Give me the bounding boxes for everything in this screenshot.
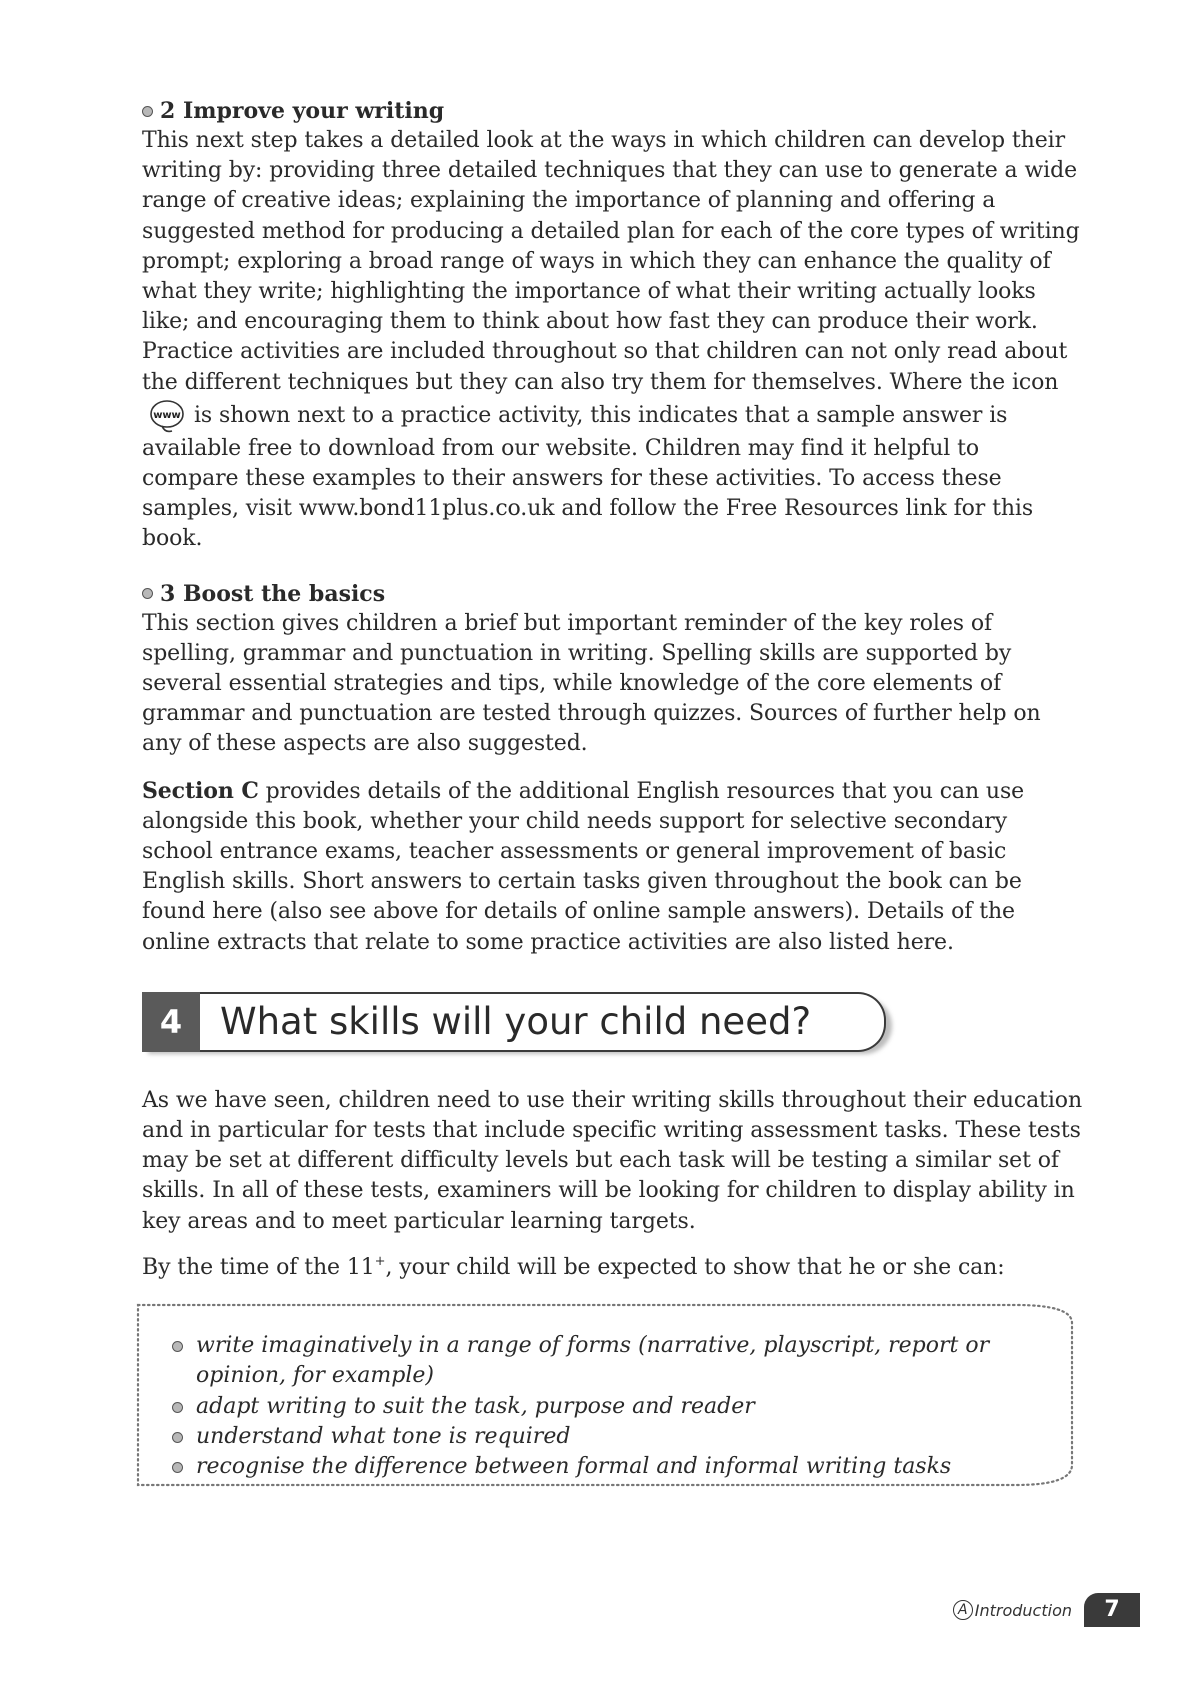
bullet-icon: [142, 588, 153, 599]
improve-writing-paragraph: [142, 126, 1082, 555]
skills-lead-after: , your child will be expected to show that he or she can:: [385, 1254, 1005, 1280]
list-item: [172, 1392, 1052, 1422]
list-item: [172, 1422, 1052, 1452]
banner-title: What skills will your child need?: [220, 999, 812, 1043]
circle-a-icon: A: [953, 1600, 973, 1620]
bullet-icon: [172, 1432, 183, 1443]
www-icon: [148, 398, 186, 434]
bullet-icon: [172, 1341, 183, 1352]
page-number: 7: [1084, 1593, 1140, 1627]
improve-writing-heading: [142, 96, 1082, 126]
boost-basics-heading: [142, 579, 1082, 609]
skills-intro-paragraph: As we have seen, children need to use their writing skills throughout their education and in particular for tests that include specific writing assessment tasks. These tests may be set at different difficulty levels but each task will be testing a similar set of skills. In all of these tests, examiners will be looking for children to display ability in key areas and to meet particular learning targets.: [142, 1087, 1083, 1234]
boost-basics-heading-text: 3 Boost the basics: [160, 580, 386, 607]
www-icon-label: www: [153, 409, 181, 421]
skills-box: [142, 1299, 1082, 1495]
page-content: [142, 96, 1082, 1495]
skill-text: write imaginatively in a range of forms (narrative, playscript, report or opinion, for example): [196, 1333, 990, 1389]
page-footer: [953, 1593, 1140, 1627]
skills-lead-sentence: [142, 1253, 1082, 1283]
list-item: [172, 1452, 1052, 1482]
bullet-icon: [172, 1402, 183, 1413]
section-c-bold-lead: Section C: [142, 777, 259, 804]
improve-writing-text-part2: is shown next to a practice activity, this indicates that a sample answer is available free to download from our website. Children may find it helpful to compare these examples to their answers for these activities. To access these samples, visit www.bond11plus.co.uk and follow the Free Resources link for this book.: [142, 402, 1034, 552]
improve-writing-heading-text: 2 Improve your writing: [160, 98, 445, 124]
skill-text: recognise the difference between formal and informal writing tasks: [196, 1453, 952, 1479]
bullet-icon: [142, 106, 153, 117]
footer-section-label: [953, 1600, 1072, 1620]
skills-list: [172, 1331, 1052, 1482]
skills-lead-sup: +: [374, 1253, 386, 1269]
section-4-banner: [142, 992, 1082, 1052]
banner-section-number: 4: [142, 992, 200, 1052]
skill-text: adapt writing to suit the task, purpose and reader: [196, 1393, 755, 1419]
bullet-icon: [172, 1462, 183, 1473]
list-item: [172, 1331, 1052, 1391]
boost-basics-paragraph: This section gives children a brief but important reminder of the key roles of spelling, grammar and punctuation in writing. Spelling skills are supported by several essential strategies and tips, while knowledge of the core elements of grammar and punctuation are tested through quizzes. Sources of further help on any of these aspects are also suggested.: [142, 610, 1041, 757]
section-c-paragraph: [142, 776, 1082, 958]
skill-text: understand what tone is required: [196, 1423, 571, 1449]
section-c-text: provides details of the additional English resources that you can use alongside this book, whether your child needs support for selective secondary school entrance exams, teacher assessments or general improvement of basic English skills. Short answers to certain tasks given throughout the book can be found here (also see above for details of online sample answers). Details of the online extracts that relate to some practice activities are also listed here.: [142, 778, 1025, 955]
banner-title-box: [200, 992, 886, 1052]
improve-writing-text-part1: This next step takes a detailed look at the ways in which children can develop their writing by: providing three detailed techniques that they can use to generate a wide range of creative ideas; explaining the importance of planning and offering a suggested method for producing a detailed plan for each of the core types of writing prompt; exploring a broad range of ways in which they can enhance the quality of what they write; highlighting the importance of what their writing actually looks like; and encouraging them to think about how fast they can produce their work. Practice activities are included throughout so that children can not only read about the different techniques but they can also try them for themselves. Where the icon: [142, 128, 1080, 395]
skills-lead-before: By the time of the 11: [142, 1254, 375, 1280]
footer-section-text: Introduction: [974, 1600, 1072, 1620]
